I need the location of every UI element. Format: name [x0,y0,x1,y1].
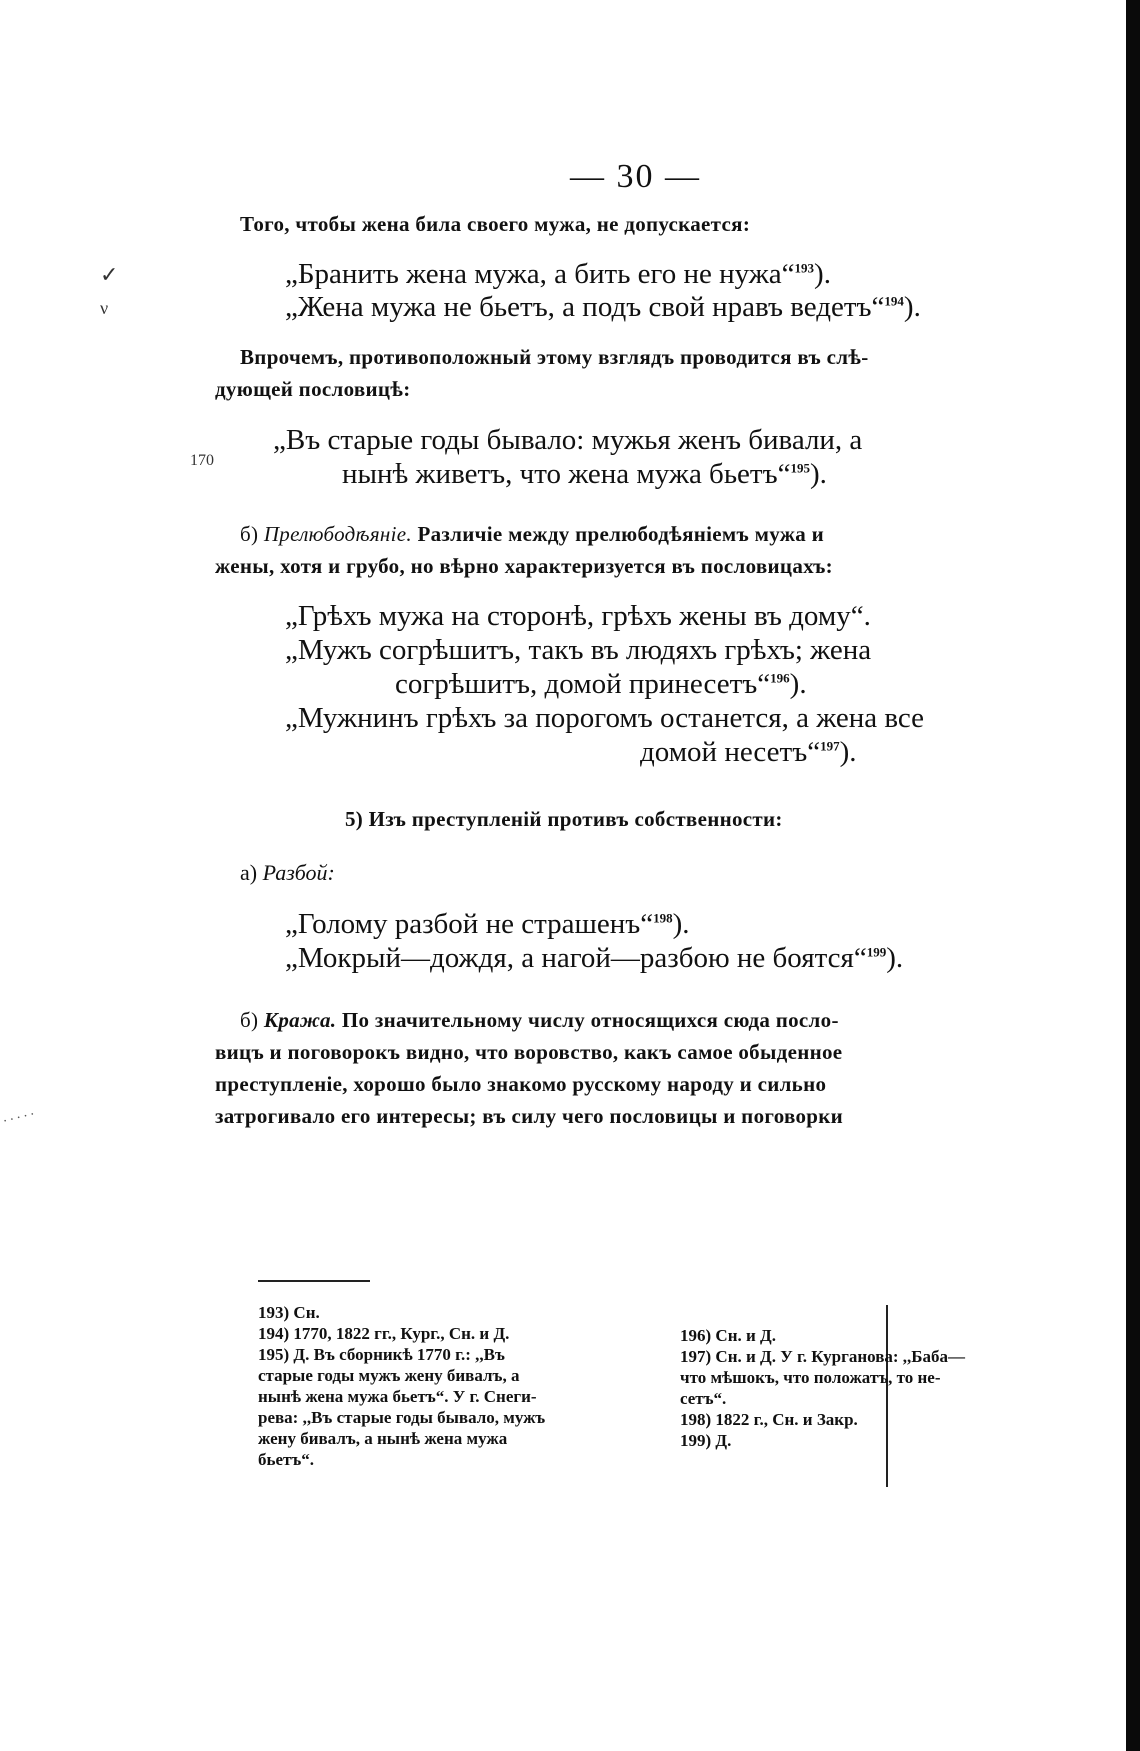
margin-handwriting: · · · · · [1,1107,36,1130]
margin-checkmark-2: ν [100,298,109,318]
footnote-198: 198) 1822 г., Сн. и Закр. [680,1410,858,1429]
footnote-197-cont: сетъ“. [680,1389,727,1408]
verse3-line1: „Грѣхъ мужа на сторонѣ, грѣхъ жены въ дому“. [285,600,871,632]
margin-note: 170 [190,452,214,469]
verse4-line2: „Мокрый—дождя, а нагой—разбою не боятся“$^{199}$). [285,942,904,974]
page-number: — 30 — [570,158,701,195]
paragraph4-line1: б) Кража. По значительному числу относящихся сюда посло- [240,1008,839,1032]
footnote-195-cont: рева: ,,Въ старые годы бывало, мужъ [258,1408,546,1427]
footnotes-left [258,1302,598,1470]
paragraph2-line2: дующей пословицѣ: [215,377,411,401]
paragraph3-line2: жены, хотя и грубо, но вѣрно характеризуется въ пословицахъ: [215,554,833,578]
intro-line: Того, чтобы жена била своего мужа, не допускается: [240,212,751,236]
footnote-195-cont: нынѣ жена мужа бьетъ“. У г. Снеги- [258,1387,537,1406]
subsection-a: а) Разбой: [240,860,335,885]
verse1-line2: „Жена мужа не бьетъ, а подъ свой нравъ ведетъ“$^{194}$). [285,291,921,323]
footnote-195-cont: жену бивалъ, а нынѣ жена мужа [258,1429,508,1448]
paragraph2-line1: Впрочемъ, противоположный этому взглядъ проводится въ слѣ- [240,345,869,369]
footnote-196: 196) Сн. и Д. [680,1326,776,1345]
paragraph4-line4: затрогивало его интересы; въ силу чего пословицы и поговорки [215,1104,844,1128]
verse3-line3: согрѣшитъ, домой принесетъ“$^{196}$). [395,668,807,700]
verse4-line1: „Голому разбой не страшенъ“$^{198}$). [285,908,690,940]
footnote-197: 197) Сн. и Д. У г. Курганова: ,,Баба— [680,1347,966,1366]
footnote-195: 195) Д. Въ сборникѣ 1770 г.: ,,Въ [258,1345,505,1364]
footnotes-right [680,1325,1070,1451]
footnote-194: 194) 1770, 1822 гг., Кург., Сн. и Д. [258,1324,510,1343]
paragraph4-line3: преступленіе, хорошо было знакомо русскому народу и сильно [215,1072,827,1096]
verse3-line5: домой несетъ“$^{197}$). [640,736,857,768]
margin-checkmark: ✓ [100,262,119,287]
footnote-193: 193) Сн. [258,1303,320,1322]
verse1-line1: „Бранить жена мужа, а бить его не нужа“$^{193}$). [285,258,831,290]
footnote-199: 199) Д. [680,1431,732,1450]
footnote-rule [258,1280,370,1282]
paragraph3-line1: б) Прелюбодѣяніе. Различіе между прелюбодѣяніемъ мужа и [240,522,824,546]
verse2-line2: нынѣ живетъ, что жена мужа бьетъ“$^{195}$). [342,458,827,490]
footnote-195-cont: бьетъ“. [258,1450,315,1469]
document-page [215,0,1055,1751]
verse3-line2: „Мужъ согрѣшитъ, такъ въ людяхъ грѣхъ; жена [285,634,872,666]
scan-edge [1126,0,1140,1751]
section5-heading: 5) Изъ преступленій противъ собственности: [345,807,783,831]
footnote-195-cont: старые годы мужъ жену бивалъ, а [258,1366,520,1385]
footnote-197-cont: что мѣшокъ, что положатъ, то не- [680,1368,941,1387]
verse3-line4: „Мужнинъ грѣхъ за порогомъ останется, а жена все [285,702,925,734]
verse2-line1: „Въ старые годы бывало: мужья женъ бивали, а [273,424,863,456]
paragraph4-line2: вицъ и поговорокъ видно, что воровство, какъ самое обыденное [215,1040,843,1064]
